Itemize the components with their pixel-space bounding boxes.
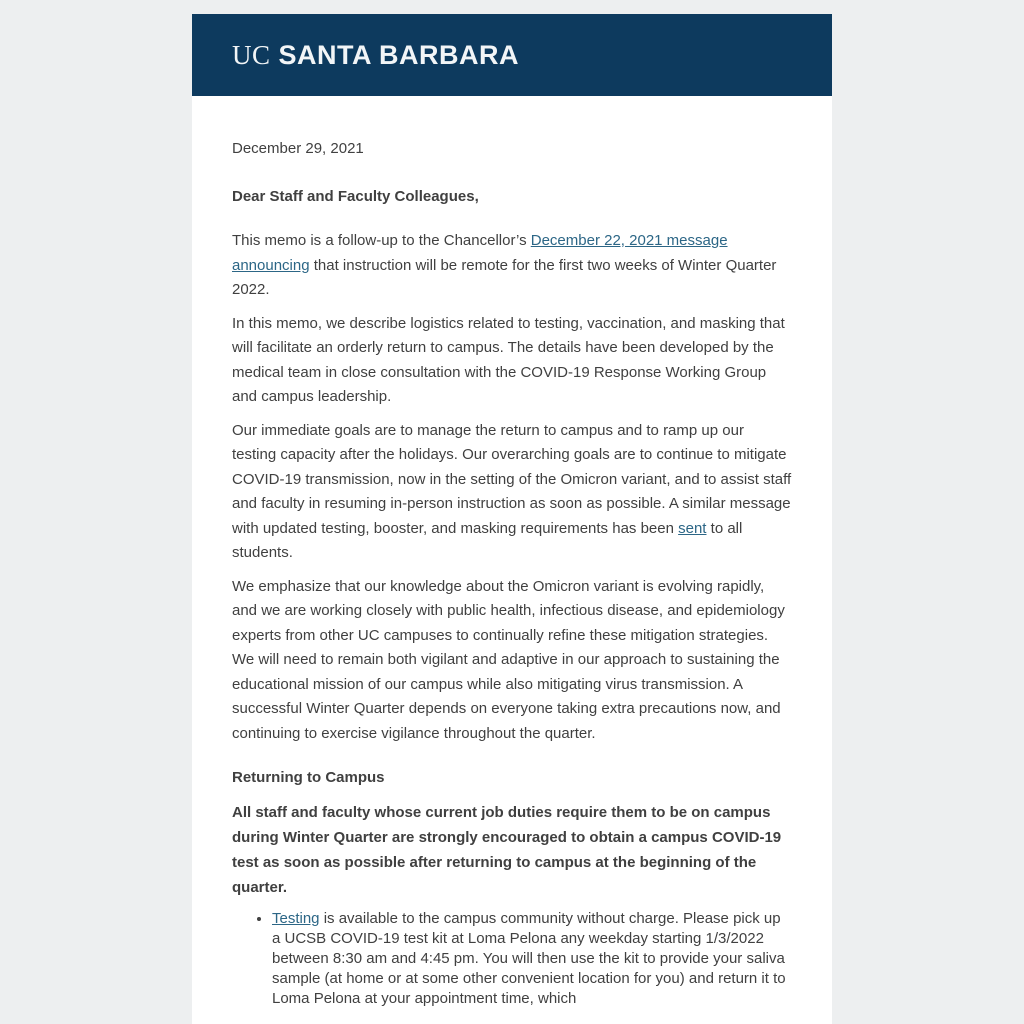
link-sent[interactable]: sent <box>678 519 707 537</box>
paragraph-followup-post: that instruction will be remote for the first two weeks of Winter Quarter 2022. <box>232 256 777 298</box>
paragraph-followup <box>232 229 792 303</box>
heading-returning-to-campus: Returning to Campus <box>232 769 385 786</box>
paragraph-goals-pre: Our immediate goals are to manage the return to campus and to ramp up our testing capacity after the holidays. Our overarching goals are to continue to mitigate COVID-19 transmission, now in the setting of the Omicron variant, and to assist staff and faculty in resuming in-person instruction as soon as possible. A similar message with updated testing, booster, and masking requirements has been <box>232 421 792 537</box>
list-item-testing <box>272 909 792 1009</box>
paragraph-followup-pre: This memo is a follow-up to the Chancellor’s <box>232 232 531 249</box>
ucsb-header <box>192 14 832 96</box>
link-december-22-message[interactable]: December 22, 2021 message announcing <box>232 232 728 274</box>
list-item-testing-text: is available to the campus community without charge. Please pick up a UCSB COVID-19 test kit at Loma Pelona any weekday starting 1/3/2022 between 8:30 am and 4:45 pm. You will then use the kit to provide your saliva sample (at home or at some other convenient location for you) and return it to Loma Pelona at your appointment time, which <box>272 909 786 1007</box>
testing-bullet-list <box>232 909 792 1009</box>
paragraph-test-encouraged: All staff and faculty whose current job duties require them to be on campus during Winter Quarter are strongly encouraged to obtain a campus COVID-19 test as soon as possible after returning to campus at the beginning of the quarter. <box>232 803 782 896</box>
link-testing[interactable]: Testing <box>272 909 320 927</box>
memo-body <box>192 96 832 1009</box>
paragraph-emphasize: We emphasize that our knowledge about the Omicron variant is evolving rapidly, and we are working closely with public health, infectious disease, and epidemiology experts from other UC campuses to continually refine these mitigation strategies. We will need to remain both vigilant and adaptive in our approach to sustaining the educational mission of our campus while also mitigating virus transmission. A successful Winter Quarter depends on everyone taking extra precautions now, and continuing to exercise vigilance throughout the quarter. <box>232 577 785 742</box>
ucsb-logo <box>232 40 519 71</box>
logo-wordmark: SANTA BARBARA <box>278 39 519 70</box>
memo-salutation: Dear Staff and Faculty Colleagues, <box>232 187 479 205</box>
memo-container <box>192 14 832 1024</box>
paragraph-goals <box>232 419 792 566</box>
logo-uc: UC <box>232 39 271 70</box>
paragraph-logistics: In this memo, we describe logistics related to testing, vaccination, and masking that will facilitate an orderly return to campus. The details have been developed by the medical team in close consultation with the COVID-19 Response Working Group and campus leadership. <box>232 314 785 405</box>
paragraph-goals-post: to all students. <box>232 519 743 561</box>
memo-date: December 29, 2021 <box>232 140 364 157</box>
